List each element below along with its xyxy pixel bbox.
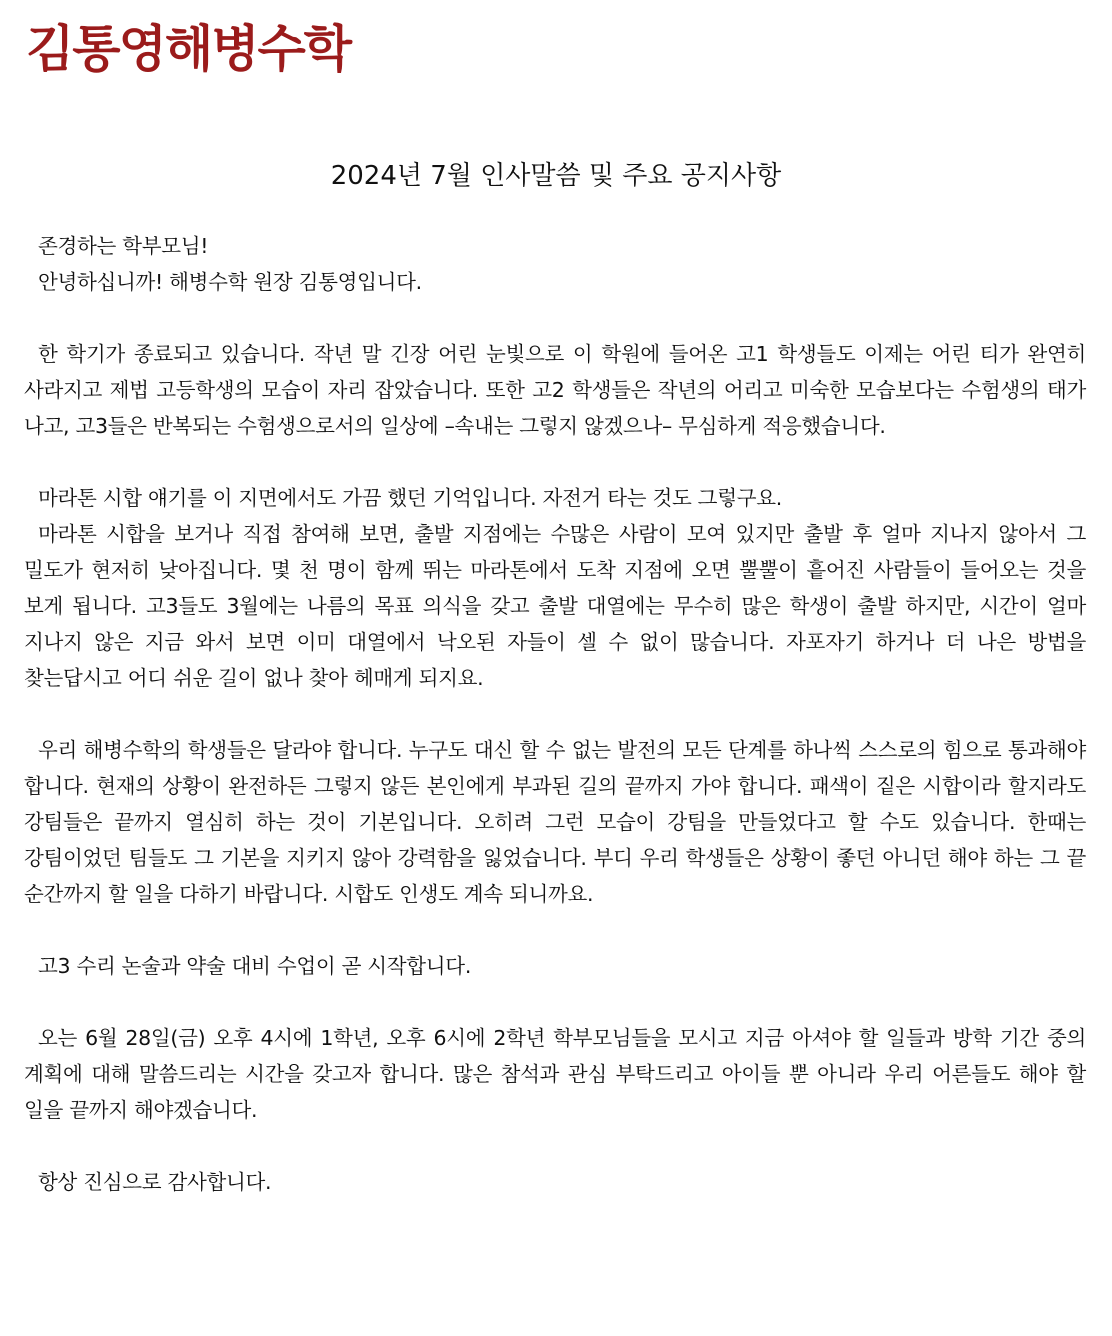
closing-line: 항상 진심으로 감사합니다. xyxy=(38,1170,272,1194)
paragraph-spacer xyxy=(24,912,1086,948)
paragraph: 고3 수리 논술과 약술 대비 수업이 곧 시작합니다. xyxy=(38,954,472,978)
paragraph: 마라톤 시합을 보거나 직접 참여해 보면, 출발 지점에는 수많은 사람이 모여 있지만 출발 후 얼마 지나지 않아서 그 밀도가 현저히 낮아집니다. 몇 천 명이 함께 뛰는 마라톤에서 도착 지점에 오면 뿔뿔이 흩어진 사람들이 들어오는 것을 보게 됩니다. 고3들도 3월에는 나름의 목표 의식을 갖고 출발 대열에는 무수히 많은 학생이 출발 하지만, 시간이 얼마 지나지 않은 지금 와서 보면 이미 대열에서 낙오된 자들이 셀 수 없이 많습니다. 자포자기 하거나 더 나은 방법을 찾는답시고 어디 쉬운 길이 없나 찾아 헤매게 되지요. xyxy=(24,522,1086,690)
page-title: 2024년 7월 인사말씀 및 주요 공지사항 xyxy=(330,161,782,191)
paragraph: 오는 6월 28일(금) 오후 4시에 1학년, 오후 6시에 2학년 학부모님들을 모시고 지금 아셔야 할 일들과 방학 기간 중의 계획에 대해 말씀드리는 시간을 갖고자 합니다. 많은 참석과 관심 부탁드리고 아이들 뿐 아니라 우리 어른들도 해야 할 일을 끝까지 해야겠습니다. xyxy=(24,1026,1086,1122)
paragraph-spacer xyxy=(24,696,1086,732)
paragraph: 마라톤 시합 얘기를 이 지면에서도 가끔 했던 기억입니다. 자전거 타는 것도 그렇구요. xyxy=(38,486,782,510)
paragraph: 우리 해병수학의 학생들은 달라야 합니다. 누구도 대신 할 수 없는 발전의 모든 단계를 하나씩 스스로의 힘으로 통과해야 합니다. 현재의 상황이 완전하든 그렇지 않든 본인에게 부과된 길의 끝까지 가야 합니다. 패색이 짙은 시합이라 할지라도 강팀들은 끝까지 열심히 하는 것이 기본입니다. 오히려 그런 모습이 강팀을 만들었다고 할 수도 있습니다. 한때는 강팀이었던 팀들도 그 기본을 지키지 않아 강력함을 잃었습니다. 부디 우리 학생들은 상황이 좋던 아니던 해야 하는 그 끝 순간까지 할 일을 다하기 바랍니다. 시합도 인생도 계속 되니까요. xyxy=(24,738,1086,906)
greeting-line: 존경하는 학부모님! xyxy=(38,234,209,258)
paragraph-spacer xyxy=(24,300,1086,336)
greeting-line: 안녕하십니까! 해병수학 원장 김통영입니다. xyxy=(38,270,422,294)
paragraph-spacer xyxy=(24,984,1086,1020)
academy-logo: 김통영해병수학 xyxy=(26,19,351,78)
paragraph: 한 학기가 종료되고 있습니다. 작년 말 긴장 어린 눈빛으로 이 학원에 들어온 고1 학생들도 이제는 어린 티가 완연히 사라지고 제법 고등학생의 모습이 자리 잡았습니다. 또한 고2 학생들은 작년의 어리고 미숙한 모습보다는 수험생의 태가 나고, 고3들은 반복되는 수험생으로서의 일상에 –속내는 그렇지 않겠으나– 무심하게 적응했습니다. xyxy=(24,342,1086,438)
paragraph-spacer xyxy=(24,1128,1086,1164)
paragraph-spacer xyxy=(24,444,1086,480)
letter-body xyxy=(24,228,1086,1200)
